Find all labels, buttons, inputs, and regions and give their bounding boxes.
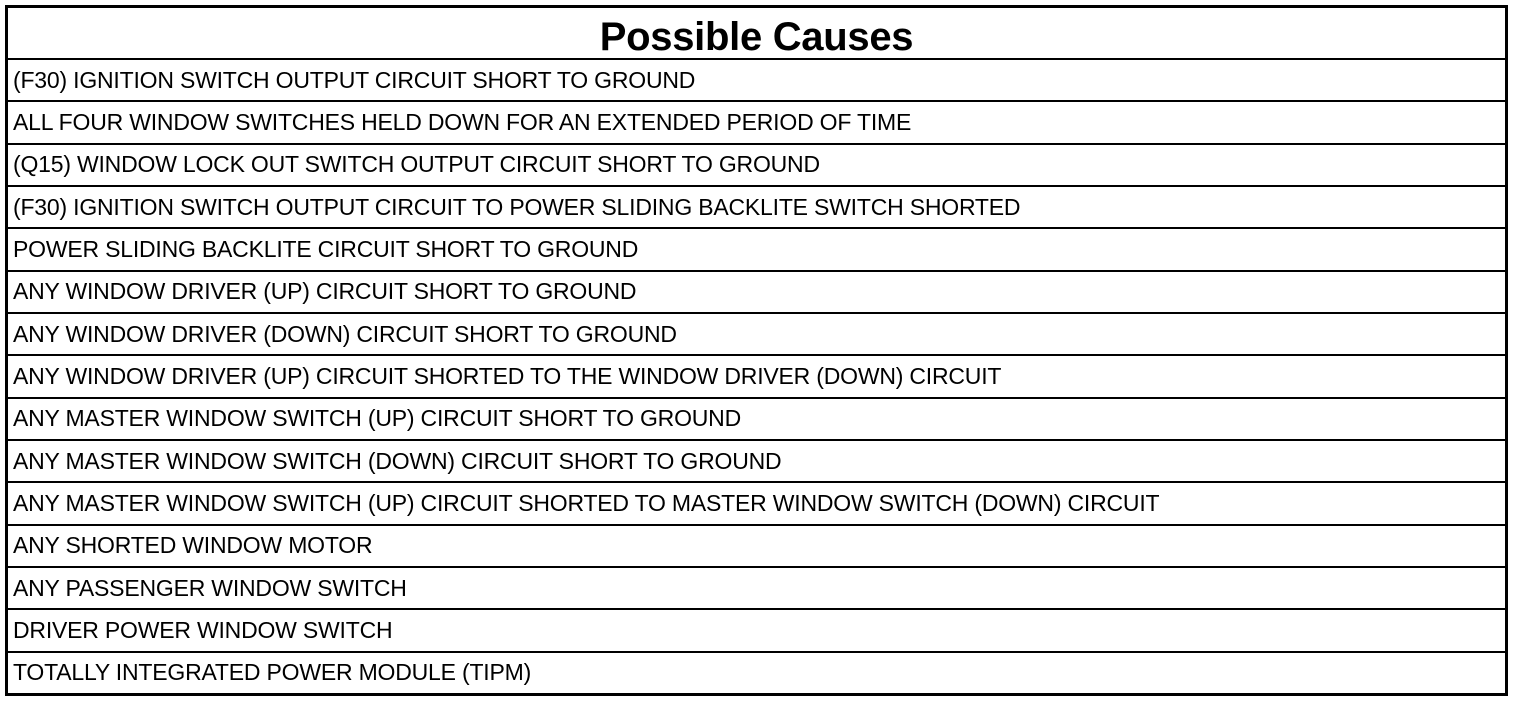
cause-row: (F30) IGNITION SWITCH OUTPUT CIRCUIT TO POWER SLIDING BACKLITE SWITCH SHORTED	[8, 187, 1505, 229]
cause-row: ANY PASSENGER WINDOW SWITCH	[8, 568, 1505, 610]
table-title: Possible Causes	[8, 8, 1505, 60]
cause-row: (Q15) WINDOW LOCK OUT SWITCH OUTPUT CIRCUIT SHORT TO GROUND	[8, 145, 1505, 187]
cause-row: ANY MASTER WINDOW SWITCH (UP) CIRCUIT SHORT TO GROUND	[8, 399, 1505, 441]
cause-row: TOTALLY INTEGRATED POWER MODULE (TIPM)	[13, 659, 532, 686]
cause-row: ANY MASTER WINDOW SWITCH (DOWN) CIRCUIT SHORT TO GROUND	[8, 441, 1505, 483]
cause-row: POWER SLIDING BACKLITE CIRCUIT SHORT TO GROUND	[8, 229, 1505, 271]
possible-causes-table	[5, 5, 1508, 696]
cause-row: ANY WINDOW DRIVER (UP) CIRCUIT SHORTED TO THE WINDOW DRIVER (DOWN) CIRCUIT	[8, 356, 1505, 398]
cause-row: ANY WINDOW DRIVER (UP) CIRCUIT SHORT TO GROUND	[8, 272, 1505, 314]
cause-row: (F30) IGNITION SWITCH OUTPUT CIRCUIT SHORT TO GROUND	[8, 60, 1505, 102]
causes-list	[8, 60, 1505, 693]
cause-row: ALL FOUR WINDOW SWITCHES HELD DOWN FOR AN EXTENDED PERIOD OF TIME	[8, 102, 1505, 144]
cause-row: ANY MASTER WINDOW SWITCH (UP) CIRCUIT SHORTED TO MASTER WINDOW SWITCH (DOWN) CIRCUIT	[8, 483, 1505, 525]
cause-row: ANY WINDOW DRIVER (DOWN) CIRCUIT SHORT TO GROUND	[8, 314, 1505, 356]
cause-row: ANY SHORTED WINDOW MOTOR	[8, 526, 1505, 568]
cause-row: DRIVER POWER WINDOW SWITCH	[8, 610, 1505, 652]
